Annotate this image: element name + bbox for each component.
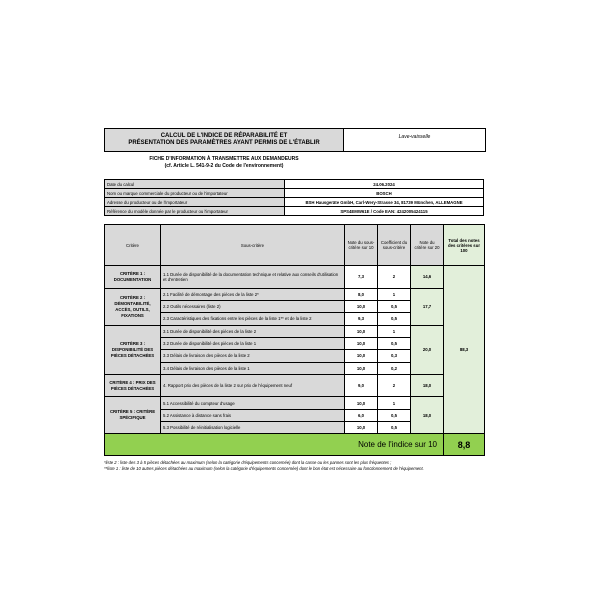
info-table <box>104 179 484 216</box>
footnote: **liste 1 : liste de 10 autres pièces détachées au maximum (selon la catégorie d'équipements concernée) dont le bon état est nécessaire au fonctionnement de l'équipement. <box>104 466 424 471</box>
sub-criterion-note: 10,0 <box>345 300 378 312</box>
info-label: Adresse du producteur ou de l'importateur <box>105 198 285 207</box>
info-value: SPS4EMW61E / Code EAN: 4242005424115 <box>285 207 484 216</box>
sub-criterion-note: 9,3 <box>345 313 378 325</box>
col-critere: Critère <box>105 225 161 266</box>
sub-criterion-label: 5.3 Possibilité de réinitialisation logicielle <box>161 422 345 434</box>
sub-criterion-label: 2.1 Facilité de démontage des pièces de la liste 2* <box>161 288 345 300</box>
sub-criterion-note: 10,0 <box>345 325 378 337</box>
sub-criterion-coef: 1 <box>378 288 411 300</box>
col-note-sous-critere: Note du sous-critère sur 10 <box>345 225 378 266</box>
subtitle-line1: FICHE D'INFORMATION À TRANSMETTRE AUX DEMANDEURS <box>149 156 299 162</box>
info-label: Référence du modèle donnée par le producteur ou l'importateur <box>105 207 285 216</box>
criterion-name: CRITÈRE 3 : DISPONIBILITÉ DES PIÈCES DÉTACHÉES <box>105 325 161 374</box>
criterion-note: 18,0 <box>411 397 444 434</box>
sub-criterion-label: 1.1 Durée de disponibilité de la documentation technique et relative aux conseils d'utilisation et d'entretien <box>161 266 345 289</box>
table-row <box>105 266 485 289</box>
sub-criterion-label: 5.1 Accessibilité du compteur d'usage <box>161 397 345 409</box>
sub-criterion-coef: 0,5 <box>378 409 411 421</box>
subtitle <box>104 156 344 170</box>
table-row <box>105 325 485 337</box>
criterion-name: CRITÈRE 1 : DOCUMENTATION <box>105 266 161 289</box>
final-score-value: 8,8 <box>444 434 485 456</box>
criterion-note: 18,0 <box>411 374 444 397</box>
header-title-line1: CALCUL DE L'INDICE DE RÉPARABILITÉ ET <box>160 133 288 139</box>
footnotes <box>104 460 494 472</box>
sub-criterion-coef: 2 <box>378 266 411 289</box>
criterion-note: 14,6 <box>411 266 444 289</box>
sub-criterion-coef: 0,3 <box>378 350 411 362</box>
product-type: Lave-vaisselle <box>398 134 431 140</box>
sub-criterion-coef: 0,5 <box>378 300 411 312</box>
sub-criterion-note: 10,0 <box>345 397 378 409</box>
sub-criterion-coef: 0,5 <box>378 422 411 434</box>
sub-criterion-note: 7,3 <box>345 266 378 289</box>
sub-criterion-note: 8,0 <box>345 288 378 300</box>
sub-criterion-label: 2.2 Outils nécessaires (liste 2) <box>161 300 345 312</box>
sub-criterion-note: 6,0 <box>345 409 378 421</box>
final-score-row <box>105 434 485 456</box>
subtitle-line2: (cf. Article L. 541-9-2 du Code de l'environnement) <box>164 163 284 169</box>
sub-criterion-label: 3.3 Délais de livraison des pièces de la liste 2 <box>161 350 345 362</box>
criterion-name: CRITÈRE 5 : CRITÈRE SPÉCIFIQUE <box>105 397 161 434</box>
col-coefficient: Coefficient du sous-critère <box>378 225 411 266</box>
criterion-note: 20,0 <box>411 325 444 374</box>
sub-criterion-label: 3.2 Durée de disponibilité des pièces de la liste 1 <box>161 337 345 349</box>
info-row <box>105 189 484 198</box>
table-header-row <box>105 225 485 266</box>
sub-criterion-coef: 0,5 <box>378 337 411 349</box>
col-note-critere: Note du critère sur 20 <box>411 225 444 266</box>
total-score: 88,3 <box>444 266 485 434</box>
info-value: BSH Hausgeräte GmbH, Carl-Wery-Strasse 34, 81739 München, ALLEMAGNE <box>285 198 484 207</box>
info-row <box>105 180 484 189</box>
sub-criterion-label: 5.2 Assistance à distance sans frais <box>161 409 345 421</box>
table-row <box>105 397 485 409</box>
info-value: 24.06.2024 <box>285 180 484 189</box>
header-title-line2: PRÉSENTATION DES PARAMÈTRES AYANT PERMIS DE L'ÉTABLIR <box>128 140 320 146</box>
sub-criterion-coef: 1 <box>378 325 411 337</box>
sub-criterion-note: 9,0 <box>345 374 378 397</box>
sub-criterion-coef: 0,5 <box>378 313 411 325</box>
criterion-name: CRITÈRE 2 : DÉMONTABILITÉ, ACCÈS, OUTILS, FIXATIONS <box>105 288 161 325</box>
sub-criterion-note: 10,0 <box>345 362 378 374</box>
criterion-note: 17,7 <box>411 288 444 325</box>
sub-criterion-note: 10,0 <box>345 337 378 349</box>
sub-criterion-label: 3.1 Durée de disponibilité des pièces de la liste 2 <box>161 325 345 337</box>
header <box>104 128 486 152</box>
sub-criterion-coef: 2 <box>378 374 411 397</box>
sub-criterion-note: 10,0 <box>345 422 378 434</box>
sub-criterion-note: 10,0 <box>345 350 378 362</box>
final-score-label: Note de l'indice sur 10 <box>105 434 444 456</box>
sub-criterion-label: 2.3 Caractéristiques des fixations entre les pièces de la liste 1** et de la liste 2 <box>161 313 345 325</box>
criterion-name: CRITÈRE 4 : PRIX DES PIÈCES DÉTACHÉES <box>105 374 161 397</box>
sub-criterion-label: 4. Rapport prix des pièces de la liste 2 sur prix de l'équipement neuf <box>161 374 345 397</box>
info-row <box>105 207 484 216</box>
info-row <box>105 198 484 207</box>
col-sous-critere: Sous-critère <box>161 225 345 266</box>
info-value: BOSCH <box>285 189 484 198</box>
info-label: Date du calcul <box>105 180 285 189</box>
sub-criterion-coef: 0,2 <box>378 362 411 374</box>
info-label: Nom ou marque commerciale du producteur ou de l'importateur <box>105 189 285 198</box>
table-row <box>105 374 485 397</box>
footnote: *liste 2 : liste des 3 à 5 pièces détachées au maximum (selon la catégorie d'équipements concernée) dont la casse ou les pannes sont les plus fréquentes ; <box>104 460 392 465</box>
header-title <box>105 129 344 151</box>
sub-criterion-coef: 1 <box>378 397 411 409</box>
table-row <box>105 288 485 300</box>
score-table <box>104 224 485 456</box>
col-total: Total des notes des critères sur 100 <box>444 225 485 266</box>
sub-criterion-label: 3.4 Délais de livraison des pièces de la liste 1 <box>161 362 345 374</box>
